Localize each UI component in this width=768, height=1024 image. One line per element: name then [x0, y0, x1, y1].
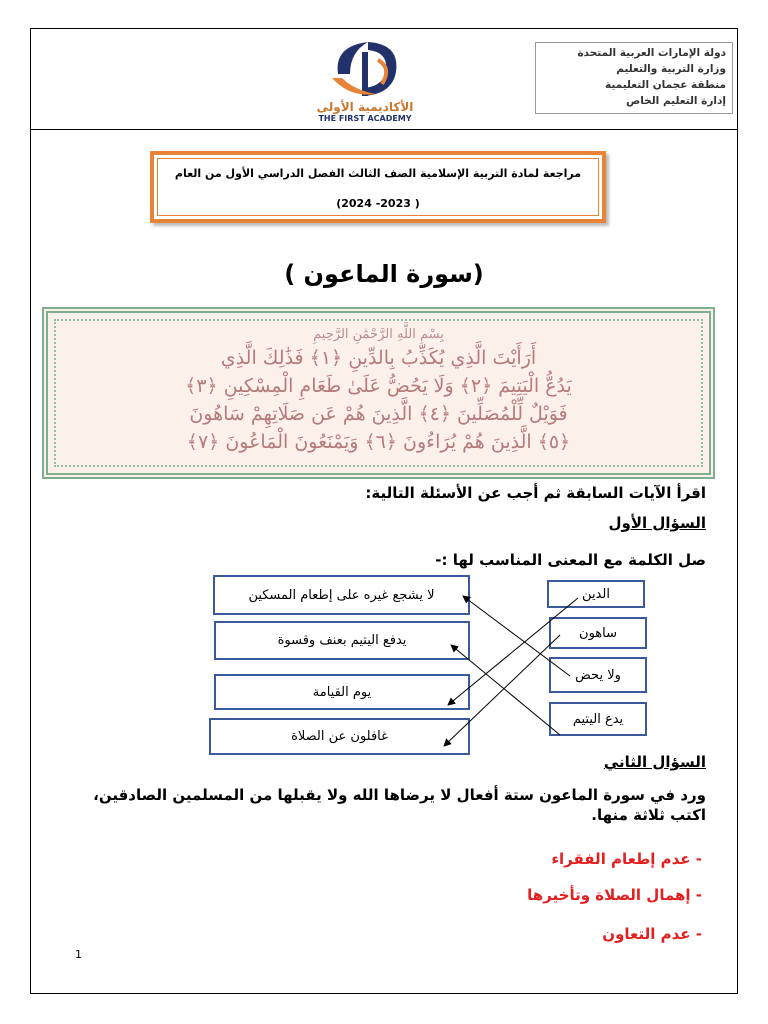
question-2-heading: السؤال الثاني — [603, 753, 706, 771]
match-line — [444, 635, 560, 746]
title-year: ( 2023- 2024) — [336, 197, 420, 210]
meaning-label: يدفع اليتيم بعنف وقسوة — [277, 633, 407, 648]
basmala: بِسْمِ اللَّهِ الرَّحْمَٰنِ الرَّحِيمِ — [313, 327, 444, 342]
verse-line: ﴿٥﴾ الَّذِينَ هُمْ يُرَاءُونَ ﴿٦﴾ وَيَمْنَعُونَ الْمَاعُونَ ﴿٧﴾ — [186, 431, 571, 453]
verse-line: فَوَيْلٌ لِّلْمُصَلِّينَ ﴿٤﴾ الَّذِينَ هُمْ عَن صَلَاتِهِمْ سَاهُونَ — [189, 403, 568, 425]
meaning-label: يوم القيامة — [312, 684, 372, 700]
ministry-line: منطقة عجمان التعليمية — [605, 79, 726, 91]
word-label: ولا يحض — [575, 667, 621, 683]
match-line — [451, 645, 560, 735]
ministry-line: دولة الإمارات العربية المتحدة — [577, 47, 726, 59]
title-line: مراجعة لمادة التربية الإسلامية الصف الثالث الفصل الدراسي الأول من العام — [174, 167, 582, 180]
match-line — [448, 598, 578, 705]
meaning-label: غافلون عن الصلاة — [291, 729, 388, 744]
ministry-line: إدارة التعليم الخاص — [626, 95, 726, 107]
answer-item: - عدم التعاون — [602, 925, 702, 943]
verse-line: أَرَأَيْتَ الَّذِي يُكَذِّبُ بِالدِّينِ ﴿١﴾ فَذَٰلِكَ الَّذِي — [220, 347, 537, 369]
meaning-label: لا يشجع غيره على إطعام المسكين — [248, 587, 435, 603]
word-label: ساهون — [579, 625, 617, 641]
ministry-line: وزارة التربية والتعليم — [616, 63, 726, 75]
logo-arabic-name: الأكاديمية الأولى — [316, 100, 414, 114]
surah-title: (سورة الماعون ) — [284, 260, 484, 288]
question-2-text: ورد في سورة الماعون ستة أفعال لا يرضاها الله ولا يقبلها من المسلمين الصادقين، اكتب ثلاثة منها. — [93, 786, 706, 824]
word-label: الدين — [582, 586, 610, 602]
answer-item: - عدم إطعام الفقراء — [551, 850, 702, 868]
page-number: 1 — [75, 948, 82, 961]
word-label: يدع اليتيم — [572, 711, 624, 727]
question-1-instruction: صل الكلمة مع المعنى المناسب لها :- — [435, 551, 706, 569]
reading-instruction: اقرأ الآيات السابقة ثم أجب عن الأسئلة التالية: — [365, 484, 706, 502]
answer-item: - إهمال الصلاة وتأخيرها — [527, 886, 702, 904]
verse-line: يَدُعُّ الْيَتِيمَ ﴿٢﴾ وَلَا يَحُضُّ عَلَىٰ طَعَامِ الْمِسْكِينِ ﴿٣﴾ — [185, 375, 572, 397]
question-1-heading: السؤال الأول — [608, 514, 706, 532]
logo-english-name: THE FIRST ACADEMY — [318, 114, 412, 123]
match-line — [463, 596, 570, 676]
